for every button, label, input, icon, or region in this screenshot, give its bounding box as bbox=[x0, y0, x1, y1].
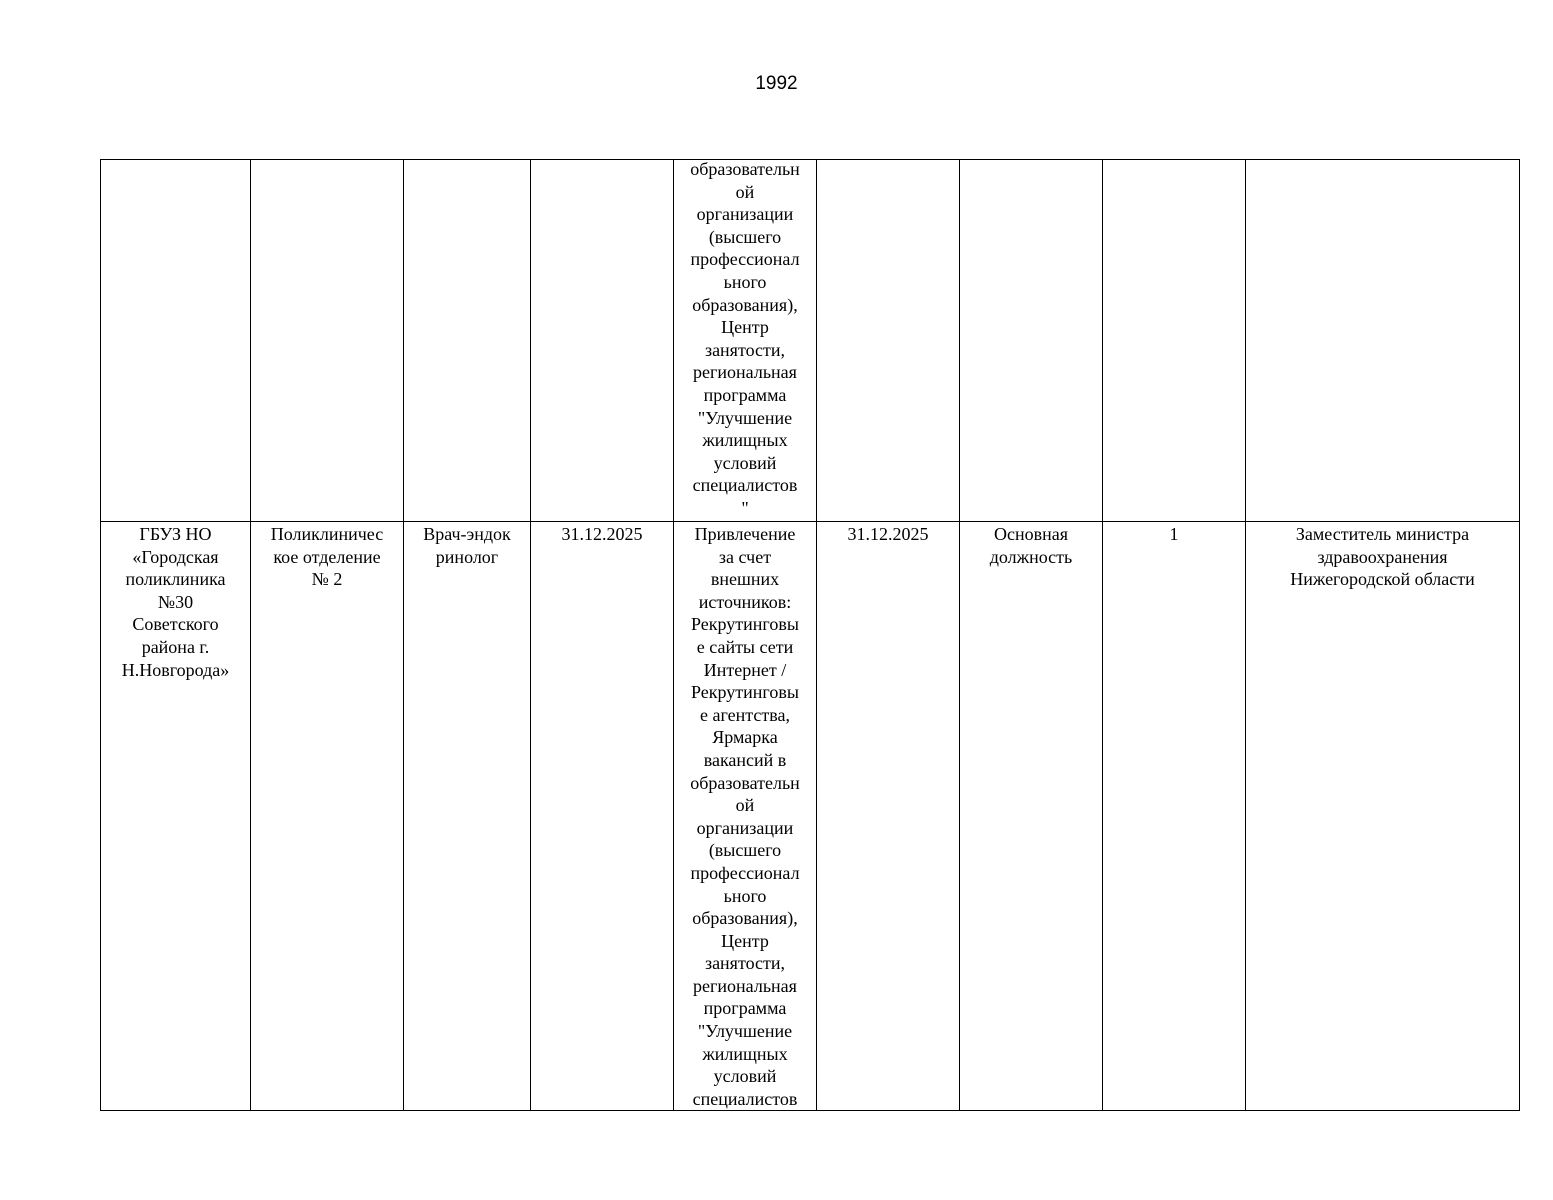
table-cell bbox=[1246, 160, 1520, 522]
table-cell-responsible: Заместитель министра здравоохранения Нижегородской области bbox=[1246, 522, 1520, 1111]
table-cell bbox=[101, 160, 251, 522]
table-cell-organization: ГБУЗ НО «Городская поликлиника №30 Советского района г. Н.Новгорода» bbox=[101, 522, 251, 1111]
table-cell-sources: образовательн ой организации (высшего профессионал ьного образования), Центр занятости, региональная программа "Улучшение жилищных условий специалистов " bbox=[674, 160, 817, 522]
table-row-continuation bbox=[101, 160, 1520, 522]
table-cell-date: 31.12.2025 bbox=[817, 522, 960, 1111]
table-cell bbox=[1103, 160, 1246, 522]
table-cell-department: Поликлиничес кое отделение № 2 bbox=[251, 522, 404, 1111]
table-cell bbox=[817, 160, 960, 522]
table-cell-employment-type: Основная должность bbox=[960, 522, 1103, 1111]
table-cell-position: Врач-эндок ринолог bbox=[404, 522, 531, 1111]
table-cell bbox=[251, 160, 404, 522]
data-table bbox=[100, 159, 1520, 1111]
table-cell bbox=[404, 160, 531, 522]
table-cell-sources: Привлечение за счет внешних источников: Рекрутинговы е сайты сети Интернет / Рекрутинговы е агентства, Ярмарка вакансий в образовательн ой организации (высшего профессионал ьного образования), Центр занятости, региональная программа "Улучшение жилищных условий специалистов bbox=[674, 522, 817, 1111]
page-number: 1992 bbox=[755, 73, 798, 94]
table-cell bbox=[960, 160, 1103, 522]
table-row bbox=[101, 522, 1520, 1111]
table-cell bbox=[531, 160, 674, 522]
table-cell-date: 31.12.2025 bbox=[531, 522, 674, 1111]
table-cell-count: 1 bbox=[1103, 522, 1246, 1111]
